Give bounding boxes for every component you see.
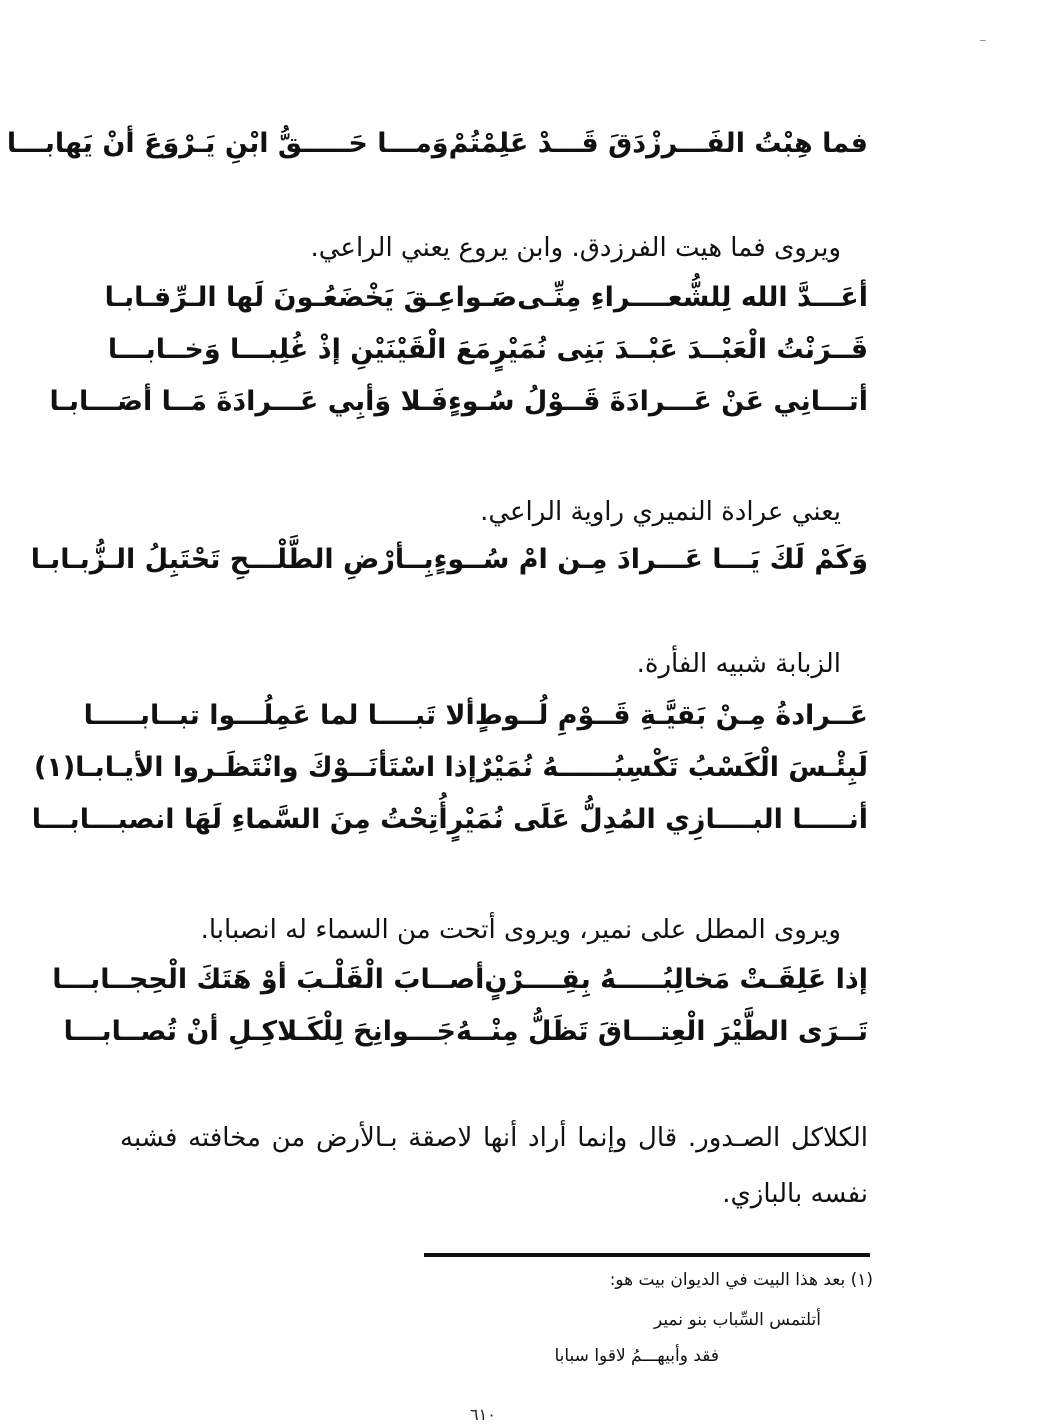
verse-line — [34, 742, 868, 794]
verse-second-hemistich: جَـــوانِحَ لِلْكَـلاكِـلِ أنْ تُصــابـــا — [63, 1016, 457, 1047]
verse-second-hemistich: أصــابَ الْقَلْـبَ أوْ هَتَكَ الْحِجــابـــا — [52, 964, 485, 995]
page-number: ٦١٠ — [470, 1405, 496, 1424]
verse-line — [31, 794, 868, 846]
verse-second-hemistich: ألا تَبــــا لما عَمِلُـــوا تبــابـــــا — [83, 700, 475, 731]
verse-first-hemistich: أتـــانِي عَنْ عَـــرادَةَ قَــوْلُ سُـوءٍ — [448, 386, 868, 417]
verse-first-hemistich: قَــرَنْتُ الْعَبْــدَ عَبْــدَ بَنِى نُمَيْرٍ — [490, 334, 868, 365]
verse-block-4 — [31, 690, 868, 846]
note-paragraph: الزبابة شبيه الفأرة. — [636, 649, 841, 679]
verse-block-2 — [49, 272, 868, 428]
note-paragraph: ويروى المطل على نمير، ويروى أتحت من السماء له انصبابا. — [200, 915, 841, 945]
verse-line — [49, 376, 868, 428]
verse-first-hemistich: عَــرادةُ مِـنْ بَقيَّـةِ قَــوْمِ لُــوطٍ — [474, 700, 868, 731]
verse-line — [6, 118, 868, 170]
verse-second-hemistich: مَعَ الْقَيْنَيْنِ إذْ غُلِبـــا وَخــابـــا — [107, 334, 491, 365]
note-paragraph: يعني عرادة النميري راوية الراعي. — [480, 497, 841, 527]
verse-first-hemistich: أنـــــا البــــازِي المُدِلُّ عَلَى نُمَيْرٍ — [447, 804, 868, 835]
verse-line — [107, 324, 868, 376]
note-paragraph: ويروى فما هيت الفرزدق. وابن يروع يعني الراعي. — [310, 233, 841, 263]
verse-second-hemistich: إذا اسْتَأنَــوْكَ وانْتَظَـروا الأيـابـا(١) — [34, 752, 477, 783]
verse-first-hemistich: إذا عَلِقَـتْ مَخالِبُـــــهُ بِقِــــرْنٍ — [484, 964, 868, 995]
verse-second-hemistich: فَـلا وَأبِي عَـــرادَةَ مَــا أصَـــابـا — [49, 386, 448, 417]
verse-line — [30, 534, 868, 586]
verse-block-1 — [6, 118, 868, 170]
footnote-verse-second: فقد وأبيهـــمُ لاقوا سبابا — [554, 1346, 719, 1366]
verse-first-hemistich: وَكَمْ لَكَ يَـــا عَـــرادَ مِـن امْ سُــوءٍ — [433, 544, 868, 575]
footnote-text: (١) بعد هذا البيت في الديوان بيت هو: — [609, 1270, 873, 1290]
verse-first-hemistich: لَبِئْـسَ الْكَسْبُ تَكْسِبُــــــهُ نُمَيْرٌ — [476, 752, 868, 783]
verse-second-hemistich: وَمـــا حَـــــقُّ ابْنِ يَـرْوَعَ أنْ يَهابـــا — [6, 128, 449, 159]
note-paragraph: الكلاكل الصـدور. قال وإنما أراد أنها لاصقة بـالأرض من مخافته فشبه نفسه بالبازي. — [120, 1123, 868, 1209]
verse-second-hemistich: أُتِحْتُ مِنَ السَّماءِ لَهَا انصبـــابـــا — [31, 804, 448, 835]
verse-line — [83, 690, 868, 742]
verse-second-hemistich: بِــأرْضِ الطَّلْـــحِ تَحْتَبِلُ الـزُّبـابـا — [30, 544, 434, 575]
corner-mark — [980, 40, 986, 41]
verse-block-5 — [52, 954, 868, 1058]
verse-first-hemistich: تَــرَى الطَّيْرَ الْعِتـــاقَ تَظَلُّ مِنْــهُ — [456, 1016, 868, 1047]
verse-block-3 — [30, 534, 868, 586]
verse-line — [63, 1006, 868, 1058]
verse-first-hemistich: أعَـــدَّ الله لِلشُّعــــراءِ مِنِّـى — [517, 282, 868, 313]
footnote-separator — [424, 1253, 870, 1257]
verse-line — [104, 272, 868, 324]
verse-second-hemistich: صَـواعِـقَ يَخْضَعُـونَ لَها الـرِّقـابـا — [104, 282, 518, 313]
footnote-verse-first: أتلتمس السِّباب بنو نمير — [653, 1310, 821, 1330]
verse-first-hemistich: فما هِبْتُ الفَـــرزْدَقَ قَـــدْ عَلِمْتُمْ — [448, 128, 868, 159]
verse-line — [52, 954, 868, 1006]
